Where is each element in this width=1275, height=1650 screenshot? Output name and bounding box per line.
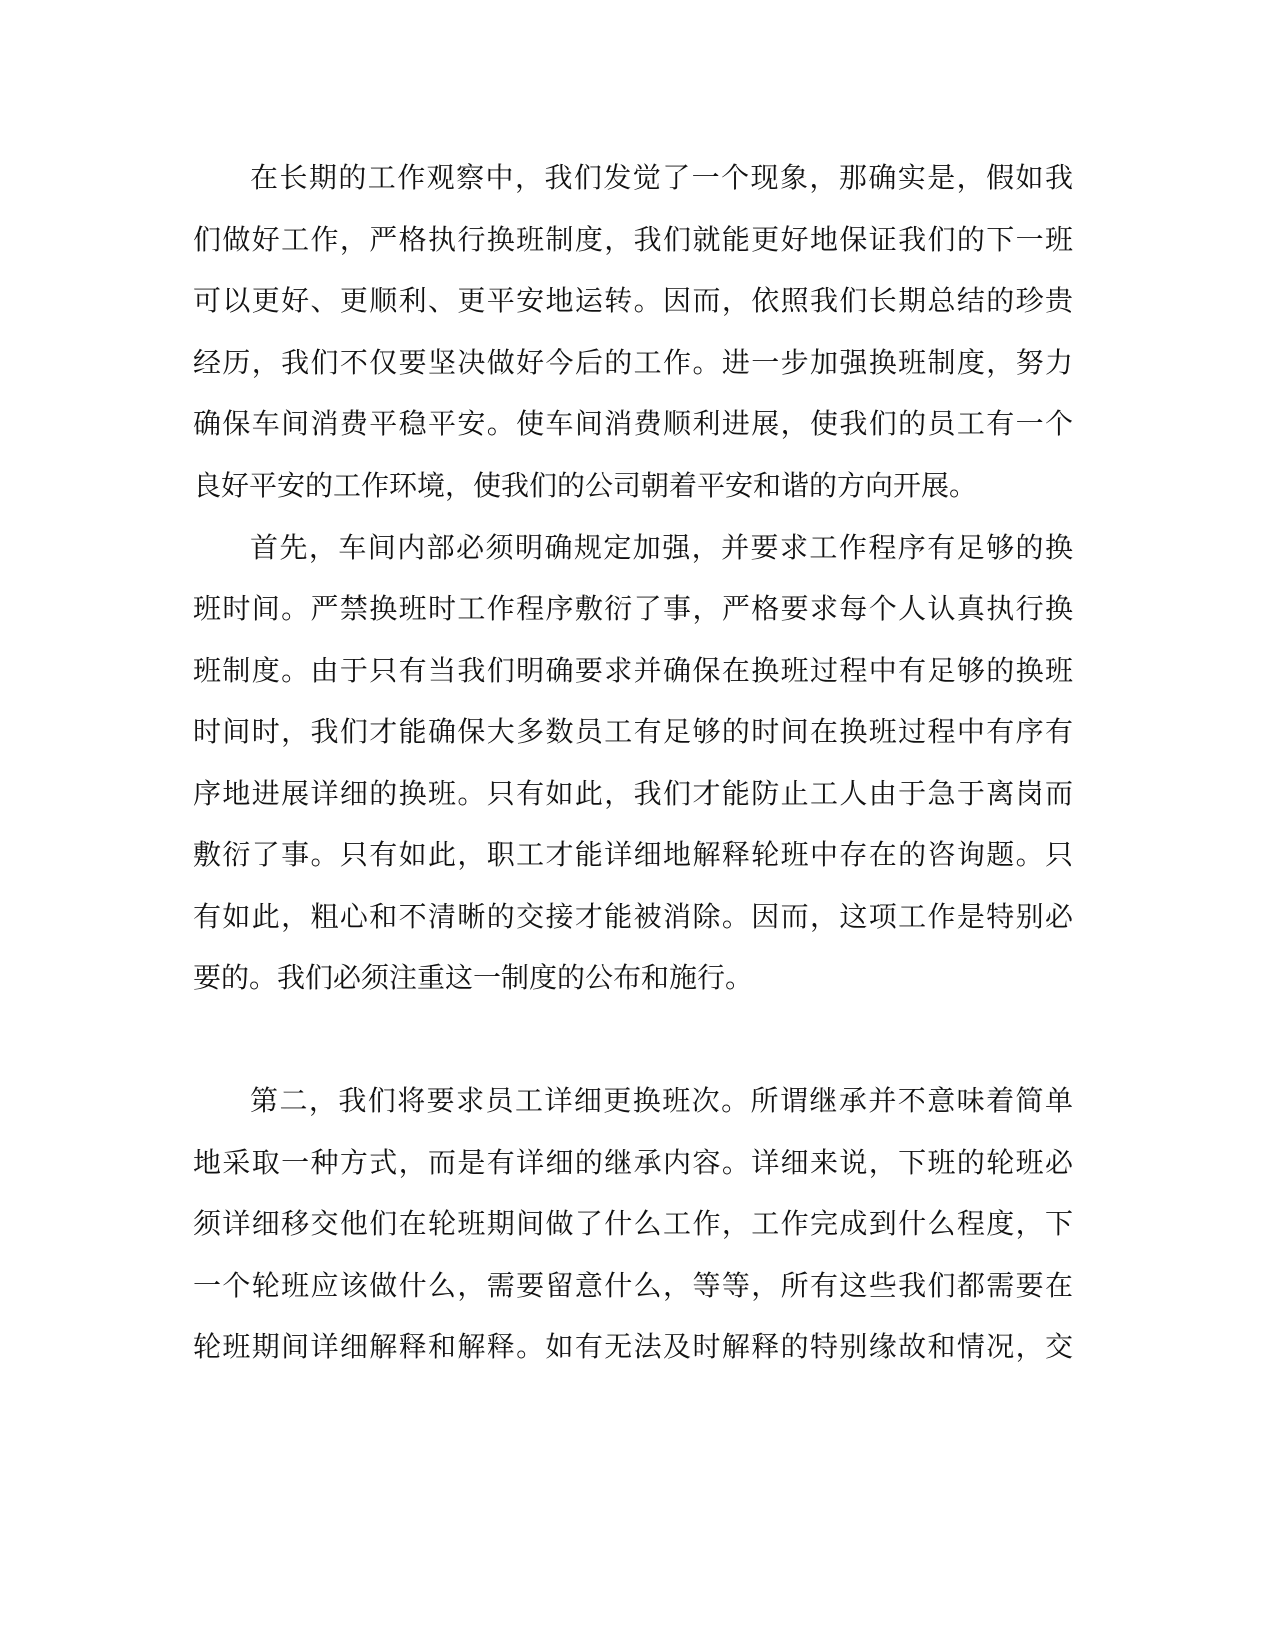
paragraph-3-line-1: 第二，我们将要求员工详细更换班次。所谓继承并不意味着简单 — [250, 1084, 1073, 1117]
paragraph-2-line-8: 要的。我们必须注重这一制度的公布和施行。 — [193, 961, 754, 994]
paragraph-3-line-5: 轮班期间详细解释和解释。如有无法及时解释的特别缘故和情况，交 — [193, 1330, 1073, 1363]
paragraph-1-line-2: 们做好工作，严格执行换班制度，我们就能更好地保证我们的下一班 — [193, 223, 1073, 256]
paragraph-1-line-5: 确保车间消费平稳平安。使车间消费顺利进展，使我们的员工有一个 — [193, 407, 1073, 440]
paragraph-2-line-1: 首先，车间内部必须明确规定加强，并要求工作程序有足够的换 — [250, 531, 1073, 564]
paragraph-2-line-4: 时间时，我们才能确保大多数员工有足够的时间在换班过程中有序有 — [193, 715, 1073, 748]
paragraph-2-line-7: 有如此，粗心和不清晰的交接才能被消除。因而，这项工作是特别必 — [193, 900, 1073, 933]
paragraph-3-line-2: 地采取一种方式，而是有详细的继承内容。详细来说，下班的轮班必 — [193, 1146, 1073, 1179]
paragraph-3-line-3: 须详细移交他们在轮班期间做了什么工作，工作完成到什么程度，下 — [193, 1207, 1073, 1240]
paragraph-1-line-6: 良好平安的工作环境，使我们的公司朝着平安和谐的方向开展。 — [193, 469, 978, 502]
paragraph-2-line-6: 敷衍了事。只有如此，职工才能详细地解释轮班中存在的咨询题。只 — [193, 838, 1073, 871]
paragraph-2-line-2: 班时间。严禁换班时工作程序敷衍了事，严格要求每个人认真执行换 — [193, 592, 1073, 625]
paragraph-1-line-1: 在长期的工作观察中，我们发觉了一个现象，那确实是，假如我 — [250, 161, 1073, 194]
paragraph-1-line-4: 经历，我们不仅要坚决做好今后的工作。进一步加强换班制度，努力 — [193, 346, 1073, 379]
paragraph-2-line-3: 班制度。由于只有当我们明确要求并确保在换班过程中有足够的换班 — [193, 654, 1073, 687]
paragraph-2-line-5: 序地进展详细的换班。只有如此，我们才能防止工人由于急于离岗而 — [193, 777, 1073, 810]
paragraph-3-line-4: 一个轮班应该做什么，需要留意什么，等等，所有这些我们都需要在 — [193, 1269, 1073, 1302]
paragraph-1-line-3: 可以更好、更顺利、更平安地运转。因而，依照我们长期总结的珍贵 — [193, 284, 1073, 317]
